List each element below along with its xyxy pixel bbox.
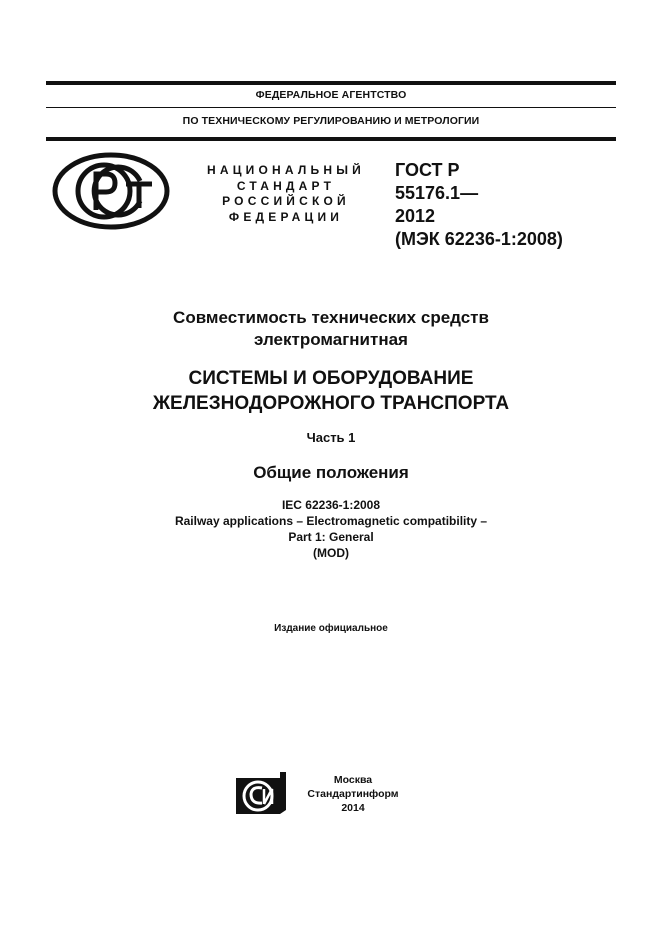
document-title-main (46, 366, 616, 416)
agency-name-line2: ПО ТЕХНИЧЕСКОМУ РЕГУЛИРОВАНИЮ И МЕТРОЛОГИИ (182, 115, 480, 127)
intl-ref-line: Part 1: General (288, 530, 374, 544)
agency-divider (46, 107, 616, 108)
national-standard-line: ФЕДЕРАЦИИ (228, 209, 344, 224)
international-reference (46, 497, 616, 561)
header-bottom-rule (46, 137, 616, 141)
designation-line: ГОСТ Р (395, 160, 460, 180)
document-subtitle: Общие положения (253, 463, 409, 482)
agency-name-line1: ФЕДЕРАЛЬНОЕ АГЕНТСТВО (255, 89, 407, 101)
publisher-block (298, 773, 408, 815)
standard-designation (395, 159, 615, 251)
gost-r-logo-icon (52, 152, 170, 230)
national-standard-line: НАЦИОНАЛЬНЫЙ (206, 163, 366, 177)
national-standard-line: СТАНДАРТ (236, 178, 336, 193)
standartinform-logo-icon (234, 770, 288, 816)
national-standard-label (196, 163, 376, 225)
intl-ref-line: IEC 62236-1:2008 (281, 498, 381, 512)
publisher-name: Стандартинформ (307, 788, 399, 800)
national-standard-line: РОССИЙСКОЙ (222, 194, 350, 208)
intl-ref-line: (MOD) (313, 546, 349, 560)
edition-label: Издание официальное (274, 623, 388, 634)
part-number: Часть 1 (306, 430, 356, 445)
title-main-line: ЖЕЛЕЗНОДОРОЖНОГО ТРАНСПОРТА (152, 393, 510, 414)
publication-year: 2014 (341, 802, 365, 814)
publisher-city: Москва (333, 774, 373, 786)
designation-line: 55176.1— (395, 183, 479, 203)
intl-ref-line: Railway applications – Electromagnetic compatibility – (174, 514, 488, 528)
title-main-line: СИСТЕМЫ И ОБОРУДОВАНИЕ (188, 368, 474, 389)
designation-line: (МЭК 62236-1:2008) (395, 229, 563, 249)
designation-line: 2012 (395, 206, 436, 226)
top-rule (46, 81, 616, 85)
title-line: электромагнитная (254, 330, 408, 349)
title-line: Совместимость технических средств (173, 308, 489, 327)
document-title-general (46, 307, 616, 351)
